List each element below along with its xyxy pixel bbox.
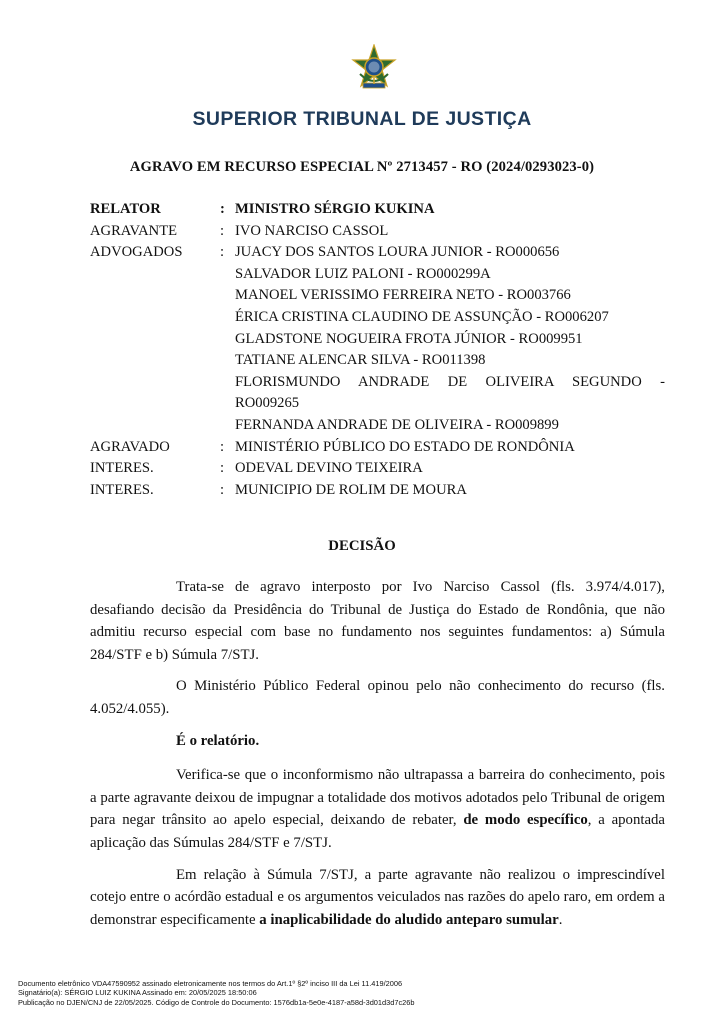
parties-block xyxy=(90,199,670,501)
party-value: MINISTÉRIO PÚBLICO DO ESTADO DE RONDÔNIA xyxy=(235,438,575,455)
party-value: MUNICIPIO DE ROLIM DE MOURA xyxy=(235,481,467,498)
party-row-interes xyxy=(90,480,670,502)
party-row-relator xyxy=(90,199,670,221)
lawyer-line: TATIANE ALENCAR SILVA - RO011398 xyxy=(235,352,486,369)
report-heading: É o relatório. xyxy=(176,732,260,749)
lawyer-line: JUACY DOS SANTOS LOURA JUNIOR - RO000656 xyxy=(235,244,560,261)
lawyer-row xyxy=(90,264,670,286)
party-colon: : xyxy=(220,201,225,217)
party-label: AGRAVANTE xyxy=(90,222,178,239)
lawyer-line: ÉRICA CRISTINA CLAUDINO DE ASSUNÇÃO - RO006207 xyxy=(235,308,609,325)
party-colon: : xyxy=(220,438,225,455)
footer-line: Publicação no DJEN/CNJ de 22/05/2025. Código de Controle do Documento: 1576db1a-5e0e-4187-a58d-3d01d3d7c26b xyxy=(18,997,415,1007)
paragraph: O Ministério Público Federal opinou pelo não conhecimento do recurso (fls. 4.052/4.055). xyxy=(90,678,665,717)
text-run: . xyxy=(558,911,563,928)
paragraph xyxy=(90,864,665,932)
party-value: IVO NARCISO CASSOL xyxy=(235,222,389,239)
signature-footer xyxy=(18,979,718,1007)
lawyer-row xyxy=(90,329,670,351)
lawyer-row xyxy=(90,372,670,394)
party-row-agravado xyxy=(90,437,670,459)
case-title: AGRAVO EM RECURSO ESPECIAL Nº 2713457 - RO (2024/0293023-0) xyxy=(129,159,595,175)
text-run: , a apontada aplicação das Súmulas 284/STF e 7/STJ. xyxy=(90,812,665,851)
party-colon: : xyxy=(220,481,225,498)
party-label: INTERES. xyxy=(90,481,154,498)
paragraph xyxy=(90,764,665,854)
text-run: Verifica-se que o inconformismo não ultrapassa a barreira do conhecimento, pois a parte agravante deixou de impugnar a totalidade dos motivos adotados pelo Tribunal de origem para negar trânsito ao apelo especial, deixando de rebater, xyxy=(90,767,665,829)
decision-title: DECISÃO xyxy=(328,538,396,554)
party-colon: : xyxy=(220,244,225,261)
lawyer-row xyxy=(90,307,670,329)
party-row-interes xyxy=(90,458,670,480)
lawyer-line: FLORISMUNDO ANDRADE DE OLIVEIRA SEGUNDO - xyxy=(235,373,665,390)
decision-body xyxy=(90,576,665,940)
emphasis-text: a inaplicabilidade do aludido anteparo sumular xyxy=(259,911,559,928)
party-value: ODEVAL DEVINO TEIXEIRA xyxy=(235,460,423,477)
party-label: AGRAVADO xyxy=(90,438,170,455)
lawyer-row xyxy=(90,285,670,307)
party-row-advogados xyxy=(90,242,670,264)
lawyer-line: SALVADOR LUIZ PALONI - RO000299A xyxy=(235,265,491,282)
party-colon: : xyxy=(220,460,225,477)
paragraph: Trata-se de agravo interposto por Ivo Narciso Cassol (fls. 3.974/4.017), desafiando decisão da Presidência do Tribunal de Justiça do Estado de Rondônia, que não admitiu recurso especial com base no fundamento nos seguintes fundamentos: a) Súmula 284/STF e b) Súmula 7/STJ. xyxy=(90,579,665,663)
text-run: Em relação à Súmula 7/STJ, a parte agravante não realizou o imprescindível cotejo entre o acórdão estadual e os argumentos veiculados nas razões do apelo raro, em ordem a demonstrar especificamente xyxy=(90,866,665,928)
party-value: MINISTRO SÉRGIO KUKINA xyxy=(235,201,435,217)
lawyer-line: MANOEL VERISSIMO FERREIRA NETO - RO003766 xyxy=(235,287,571,304)
emphasis-text: de modo específico xyxy=(463,812,588,829)
lawyer-line: RO009265 xyxy=(235,395,300,412)
party-row-agravante xyxy=(90,221,670,243)
lawyer-row xyxy=(90,393,670,415)
party-label: ADVOGADOS xyxy=(90,244,183,261)
lawyer-row xyxy=(90,350,670,372)
footer-line: Signatário(a): SÉRGIO LUIZ KUKINA Assinado em: 20/05/2025 18:50:06 xyxy=(18,988,257,998)
party-label: INTERES. xyxy=(90,460,154,477)
party-label: RELATOR xyxy=(90,201,161,217)
lawyer-line: FERNANDA ANDRADE DE OLIVEIRA - RO009899 xyxy=(235,416,559,433)
lawyer-line: GLADSTONE NOGUEIRA FROTA JÚNIOR - RO009951 xyxy=(235,330,583,347)
lawyer-row xyxy=(90,415,670,437)
court-name: SUPERIOR TRIBUNAL DE JUSTIÇA xyxy=(192,108,532,130)
brasao-republica-icon xyxy=(350,44,398,92)
party-colon: : xyxy=(220,222,225,239)
footer-line: Documento eletrônico VDA47590952 assinado eletronicamente nos termos do Art.1º §2º inciso III da Lei 11.419/2006 xyxy=(18,979,403,988)
